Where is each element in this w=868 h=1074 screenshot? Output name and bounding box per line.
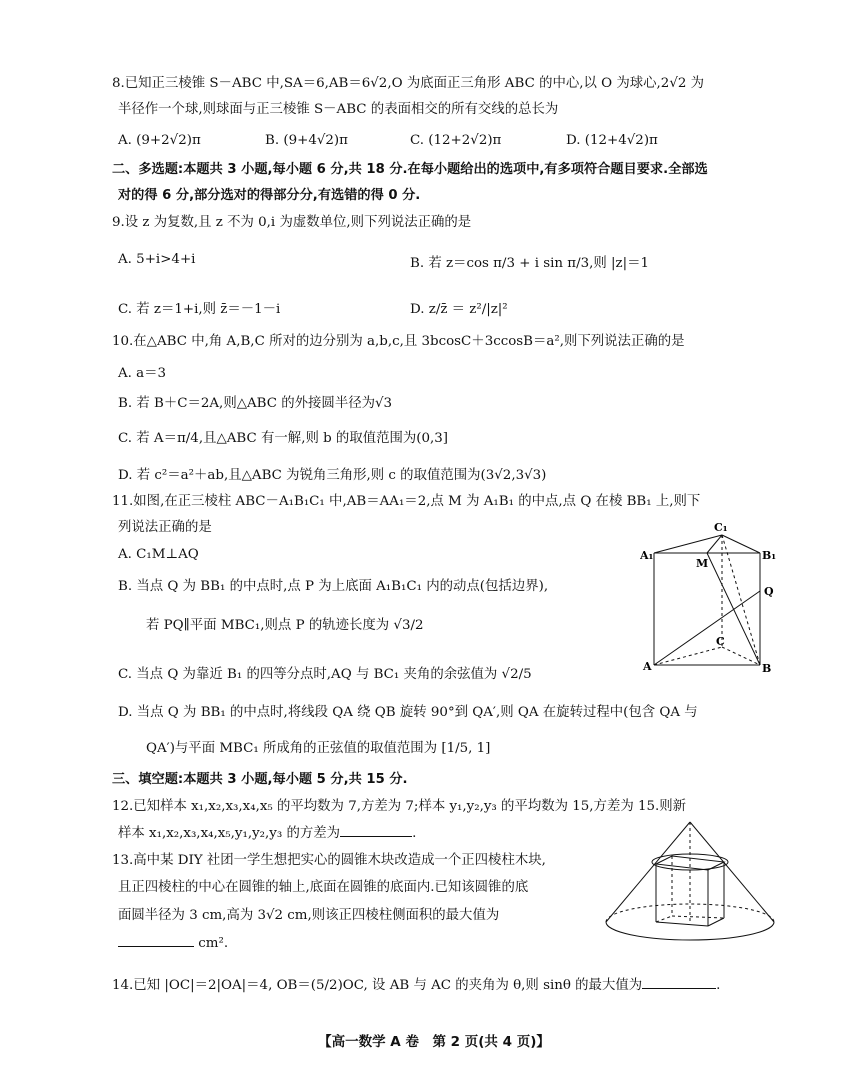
q9-option-a: A. 5+i>4+i <box>118 252 196 267</box>
label-a: A <box>643 660 652 673</box>
q10-option-a: A. a＝3 <box>118 366 167 381</box>
section2-header-line2: 对的得 6 分,部分选对的得部分分,有选错的得 0 分. <box>118 188 421 203</box>
triangular-prism-figure <box>640 515 785 675</box>
label-c: C <box>716 635 725 648</box>
q12-line2 <box>118 826 416 843</box>
label-c1: C₁ <box>714 521 728 534</box>
q9-stem: 9.设 z 为复数,且 z 不为 0,i 为虚数单位,则下列说法正确的是 <box>112 215 472 230</box>
q11-option-b-line1: B. 当点 Q 为 BB₁ 的中点时,点 P 为上底面 A₁B₁C₁ 内的动点(包括边界), <box>118 579 549 594</box>
q9-option-c: C. 若 z＝1+i,则 z̄＝－1－i <box>118 302 281 317</box>
section3-header: 三、填空题:本题共 3 小题,每小题 5 分,共 15 分. <box>112 772 408 787</box>
q11-line2: 列说法正确的是 <box>118 520 212 535</box>
q10-option-d: D. 若 c²＝a²＋ab,且△ABC 为锐角三角形,则 c 的取值范围为(3√2,3√3) <box>118 468 547 483</box>
label-b: B <box>762 662 772 675</box>
q11-option-b-line2: 若 PQ∥平面 MBC₁,则点 P 的轨迹长度为 √3/2 <box>146 618 424 633</box>
q12-answer-blank[interactable] <box>340 835 412 837</box>
q13-line1: 13.高中某 DIY 社团一学生想把实心的圆锥木块改造成一个正四棱柱木块, <box>112 853 546 868</box>
q14-answer-blank[interactable] <box>642 987 716 989</box>
q9-option-d: D. z/z̄ ＝ z²/|z|² <box>410 302 508 317</box>
q8-line1: 8.已知正三棱锥 S－ABC 中,SA＝6,AB＝6√2,O 为底面正三角形 ABC 的中心,以 O 为球心,2√2 为 <box>112 76 705 91</box>
section2-header-line1: 二、多选题:本题共 3 小题,每小题 6 分,共 18 分.在每小题给出的选项中,有多项符合题目要求.全部选 <box>112 162 708 177</box>
q8-option-a: A. (9+2√2)π <box>118 133 201 148</box>
q12-line2-text: 样本 x₁,x₂,x₃,x₄,x₅,y₁,y₂,y₃ 的方差为 <box>118 826 341 841</box>
q11-option-c: C. 当点 Q 为靠近 B₁ 的四等分点时,AQ 与 BC₁ 夹角的余弦值为 √2/5 <box>118 667 532 682</box>
page-footer: 【高一数学 A 卷 第 2 页(共 4 页)】 <box>318 1034 550 1050</box>
q9-option-b: B. 若 z＝cos π/3 + i sin π/3,则 |z|＝1 <box>410 256 649 271</box>
q10-stem: 10.在△ABC 中,角 A,B,C 所对的边分别为 a,b,c,且 3bcosC＋3ccosB＝a²,则下列说法正确的是 <box>112 334 685 349</box>
q8-line2: 半径作一个球,则球面与正三棱锥 S－ABC 的表面相交的所有交线的总长为 <box>118 102 559 117</box>
q13-line4 <box>118 936 228 953</box>
q12-line2-end: . <box>412 826 417 841</box>
q14-text: 14.已知 |OC|＝2|OA|＝4, OB＝(5/2)OC, 设 AB 与 AC 的夹角为 θ,则 sinθ 的最大值为 <box>112 978 643 993</box>
q13-answer-blank[interactable] <box>118 945 194 947</box>
label-a1: A₁ <box>640 549 654 562</box>
q10-option-c: C. 若 A＝π/4,且△ABC 有一解,则 b 的取值范围为(0,3] <box>118 431 449 446</box>
label-m: M <box>696 557 709 570</box>
q11-option-d-line1: D. 当点 Q 为 BB₁ 的中点时,将线段 QA 绕 QB 旋转 90°到 QA′,则 QA 在旋转过程中(包含 QA 与 <box>118 705 698 720</box>
q14-end: . <box>716 978 721 993</box>
label-q: Q <box>764 585 774 598</box>
q10-option-b: B. 若 B＋C＝2A,则△ABC 的外接圆半径为√3 <box>118 396 393 411</box>
q8-option-b: B. (9+4√2)π <box>265 133 348 148</box>
q11-option-d-line2: QA′)与平面 MBC₁ 所成角的正弦值的取值范围为 [1/5, 1] <box>146 741 491 756</box>
q13-line4-end: cm². <box>198 936 229 951</box>
q8-option-d: D. (12+4√2)π <box>566 133 658 148</box>
cone-prism-figure <box>600 818 780 943</box>
q11-option-a: A. C₁M⊥AQ <box>118 547 199 562</box>
q11-line1: 11.如图,在正三棱柱 ABC－A₁B₁C₁ 中,AB＝AA₁＝2,点 M 为 A₁B₁ 的中点,点 Q 在棱 BB₁ 上,则下 <box>112 494 701 509</box>
q12-line1: 12.已知样本 x₁,x₂,x₃,x₄,x₅ 的平均数为 7,方差为 7;样本 y₁,y₂,y₃ 的平均数为 15,方差为 15.则新 <box>112 799 687 814</box>
q13-line2: 且正四棱柱的中心在圆锥的轴上,底面在圆锥的底面内.已知该圆锥的底 <box>118 880 529 895</box>
q14-line <box>112 978 720 995</box>
label-b1: B₁ <box>762 549 777 562</box>
q13-line3: 面圆半径为 3 cm,高为 3√2 cm,则该正四棱柱侧面积的最大值为 <box>118 908 500 923</box>
q8-option-c: C. (12+2√2)π <box>410 133 502 148</box>
